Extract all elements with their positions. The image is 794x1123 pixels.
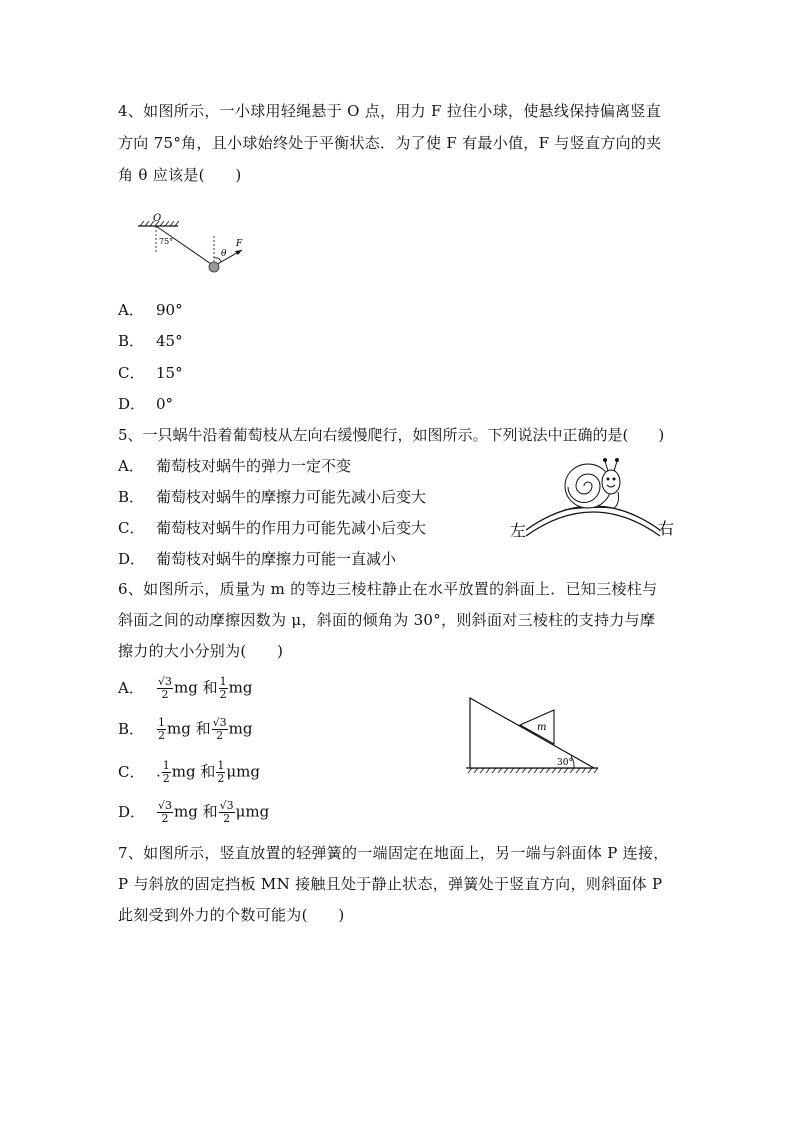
q4-pendulum-figure (130, 210, 260, 280)
fraction: $\frac{√3}{2}$ (212, 716, 227, 742)
q4-stem-line2: 方向 75°角，且小球始终处于平衡状态．为了使 F 有最小值，F 与竖直方向的夹 (118, 134, 662, 152)
q5-snail-figure (508, 452, 678, 544)
q7-stem-line1: 7、如图所示，竖直放置的轻弹簧的一端固定在地面上，另一端与斜面体 P 连接， (118, 844, 669, 862)
q5-option-a[interactable]: A． 葡萄枝对蜗牛的弹力一定不变 (118, 457, 352, 475)
q5-option-d[interactable]: D． 葡萄枝对蜗牛的摩擦力可能一直减小 (118, 550, 397, 568)
fraction: $\frac{√3}{2}$ (158, 675, 173, 701)
q4-option-d[interactable]: D． 0° (118, 395, 174, 413)
fraction: $\frac{1}{2}$ (162, 759, 170, 785)
q4-f-label: F (236, 239, 243, 249)
q4-stem-line3: 角 θ 应该是( ) (118, 166, 242, 184)
q6-incline-figure (462, 694, 608, 776)
q4-angle-label: 75° (159, 237, 174, 246)
fraction: $\frac{1}{2}$ (219, 675, 227, 701)
q4-theta-label: θ (221, 249, 227, 259)
q4-option-a[interactable]: A． 90° (118, 301, 183, 319)
q4-o-label: O (153, 213, 162, 224)
q4-option-c[interactable]: C． 15° (118, 364, 183, 382)
q6-mass-label: m (537, 722, 547, 733)
fraction: $\frac{√3}{2}$ (219, 799, 234, 825)
q5-option-c[interactable]: C． 葡萄枝对蜗牛的作用力可能先减小后变大 (118, 519, 427, 537)
q6-stem-line1: 6、如图所示，质量为 m 的等边三棱柱静止在水平放置的斜面上．已知三棱柱与 (118, 580, 658, 598)
q5-stem: 5、一只蜗牛沿着葡萄枝从左向右缓慢爬行，如图所示。下列说法中正确的是( ) (118, 426, 665, 444)
fraction: $\frac{1}{2}$ (158, 716, 165, 742)
q4-stem-line1: 4、如图所示，一小球用轻绳悬于 O 点，用力 F 拉住小球，使悬线保持偏离竖直 (118, 102, 662, 120)
fraction: $\frac{1}{2}$ (217, 759, 225, 785)
fraction: $\frac{√3}{2}$ (158, 799, 173, 825)
q6-angle-label: 30° (557, 758, 573, 768)
q7-stem-line2: P 与斜放的固定挡板 MN 接触且处于静止状态，弹簧处于竖直方向，则斜面体 P (118, 875, 663, 893)
q4-option-b[interactable]: B． 45° (118, 332, 183, 350)
q6-option-a[interactable]: A． $\frac{√3}{2}$ mg 和 $\frac{1}{2}$ mg (118, 675, 253, 701)
q5-option-b[interactable]: B． 葡萄枝对蜗牛的摩擦力可能先减小后变大 (118, 488, 427, 506)
q5-left-label: 左 (510, 521, 527, 540)
q6-stem-line2: 斜面之间的动摩擦因数为 μ，斜面的倾角为 30°，则斜面对三棱柱的支持力与摩 (118, 611, 656, 629)
q6-option-b[interactable]: B． $\frac{1}{2}$ mg 和 $\frac{√3}{2}$ mg (118, 716, 253, 742)
q6-option-c[interactable]: C． . $\frac{1}{2}$ mg 和 $\frac{1}{2}$ μmg (118, 759, 260, 785)
q5-right-label: 右 (658, 519, 675, 538)
q6-stem-line3: 擦力的大小分别为( ) (118, 642, 284, 660)
q6-option-d[interactable]: D． $\frac{√3}{2}$ mg 和 $\frac{√3}{2}$ μmg (118, 799, 270, 825)
q7-stem-line3: 此刻受到外力的个数可能为( ) (118, 906, 345, 924)
